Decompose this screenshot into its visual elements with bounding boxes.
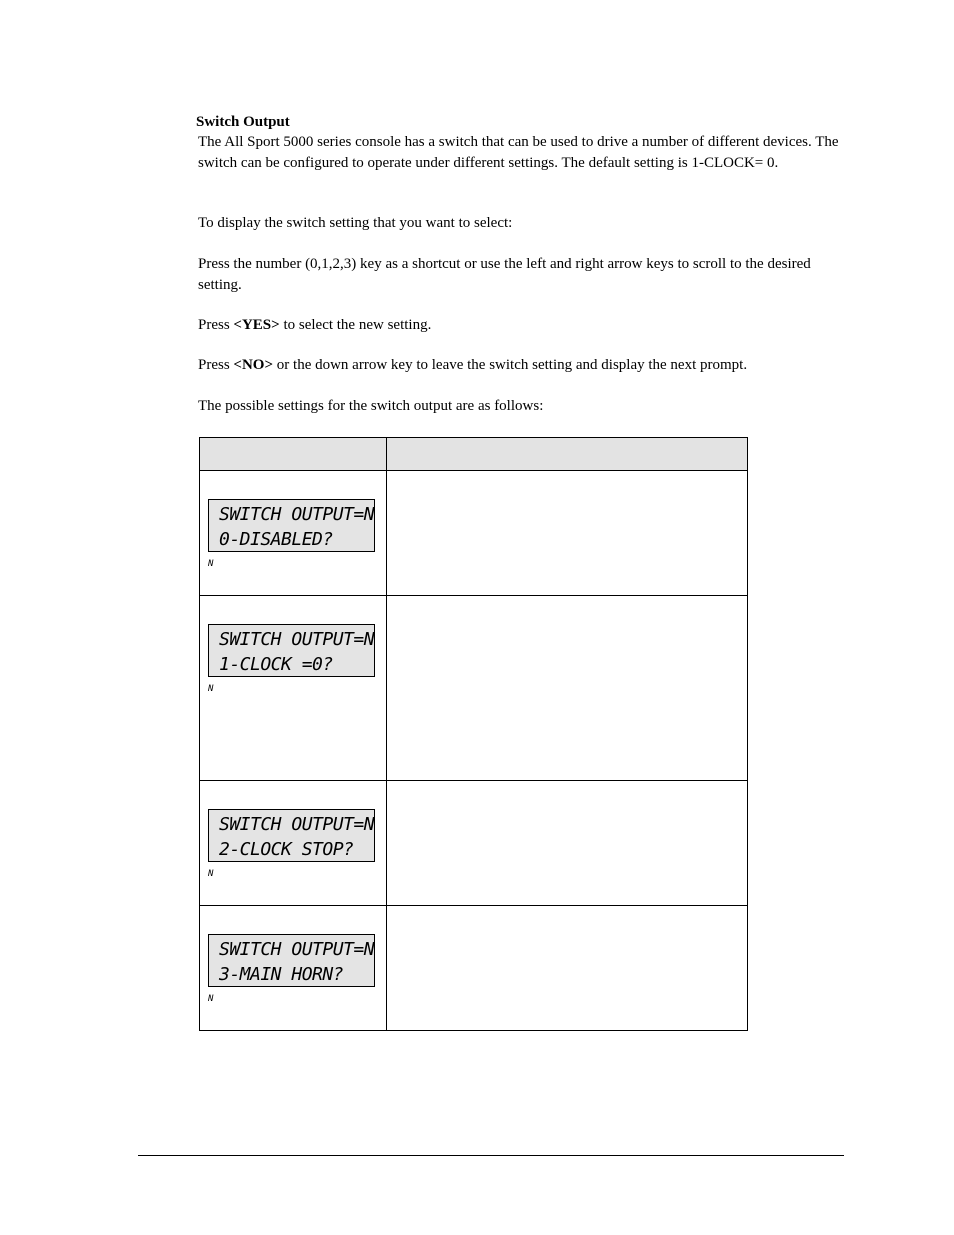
switch-settings-table bbox=[199, 437, 748, 1031]
lcd-sub-label: N bbox=[208, 869, 214, 879]
lcd-display bbox=[208, 624, 375, 677]
section-heading: Switch Output bbox=[196, 114, 290, 130]
description-cell bbox=[387, 781, 748, 906]
lcd-cell bbox=[200, 471, 387, 596]
display-instruction: To display the switch setting that you want to select: bbox=[198, 215, 513, 231]
lcd-cell bbox=[200, 906, 387, 1031]
lcd-line-2: 2-CLOCK STOP? bbox=[219, 839, 354, 860]
yes-instruction bbox=[198, 315, 848, 336]
footer-divider bbox=[138, 1155, 844, 1156]
yes-suffix: to select the new setting. bbox=[279, 317, 432, 333]
lcd-line-1: SWITCH OUTPUT=N bbox=[219, 629, 375, 650]
no-instruction bbox=[198, 355, 848, 376]
table-row bbox=[200, 781, 748, 906]
yes-prefix: Press bbox=[198, 317, 234, 333]
no-suffix: or the down arrow key to leave the switch setting and display the next prompt. bbox=[273, 357, 748, 373]
description-cell bbox=[387, 906, 748, 1031]
lcd-line-2: 3-MAIN HORN? bbox=[219, 964, 344, 985]
lcd-line-1: SWITCH OUTPUT=N bbox=[219, 939, 375, 960]
table-row bbox=[200, 471, 748, 596]
no-key: <NO> bbox=[233, 357, 274, 373]
table-header-description bbox=[387, 438, 748, 471]
lcd-cell bbox=[200, 596, 387, 781]
lcd-display bbox=[208, 809, 375, 862]
table-header-setting bbox=[200, 438, 387, 471]
description-cell bbox=[387, 471, 748, 596]
shortcut-instruction: Press the number (0,1,2,3) key as a shortcut or use the left and right arrow keys to scroll to the desired setting. bbox=[198, 256, 811, 293]
yes-key: <YES> bbox=[233, 317, 280, 333]
intro-paragraph: The All Sport 5000 series console has a switch that can be used to drive a number of different devices. The switch can be configured to operate under different settings. The default setting is 1-CLOCK= 0. bbox=[198, 134, 839, 171]
lcd-sub-label: N bbox=[208, 684, 214, 694]
lcd-line-1: SWITCH OUTPUT=N bbox=[219, 814, 375, 835]
settings-intro: The possible settings for the switch output are as follows: bbox=[198, 398, 544, 414]
table-header-row bbox=[200, 438, 748, 471]
lcd-line-2: 1-CLOCK =0? bbox=[219, 654, 333, 675]
description-cell bbox=[387, 596, 748, 781]
no-prefix: Press bbox=[198, 357, 234, 373]
lcd-line-1: SWITCH OUTPUT=N bbox=[219, 504, 375, 525]
lcd-display bbox=[208, 499, 375, 552]
lcd-display bbox=[208, 934, 375, 987]
lcd-sub-label: N bbox=[208, 994, 214, 1004]
lcd-line-2: 0-DISABLED? bbox=[219, 529, 333, 550]
table-row bbox=[200, 906, 748, 1031]
lcd-sub-label: N bbox=[208, 559, 214, 569]
table-row bbox=[200, 596, 748, 781]
lcd-cell bbox=[200, 781, 387, 906]
